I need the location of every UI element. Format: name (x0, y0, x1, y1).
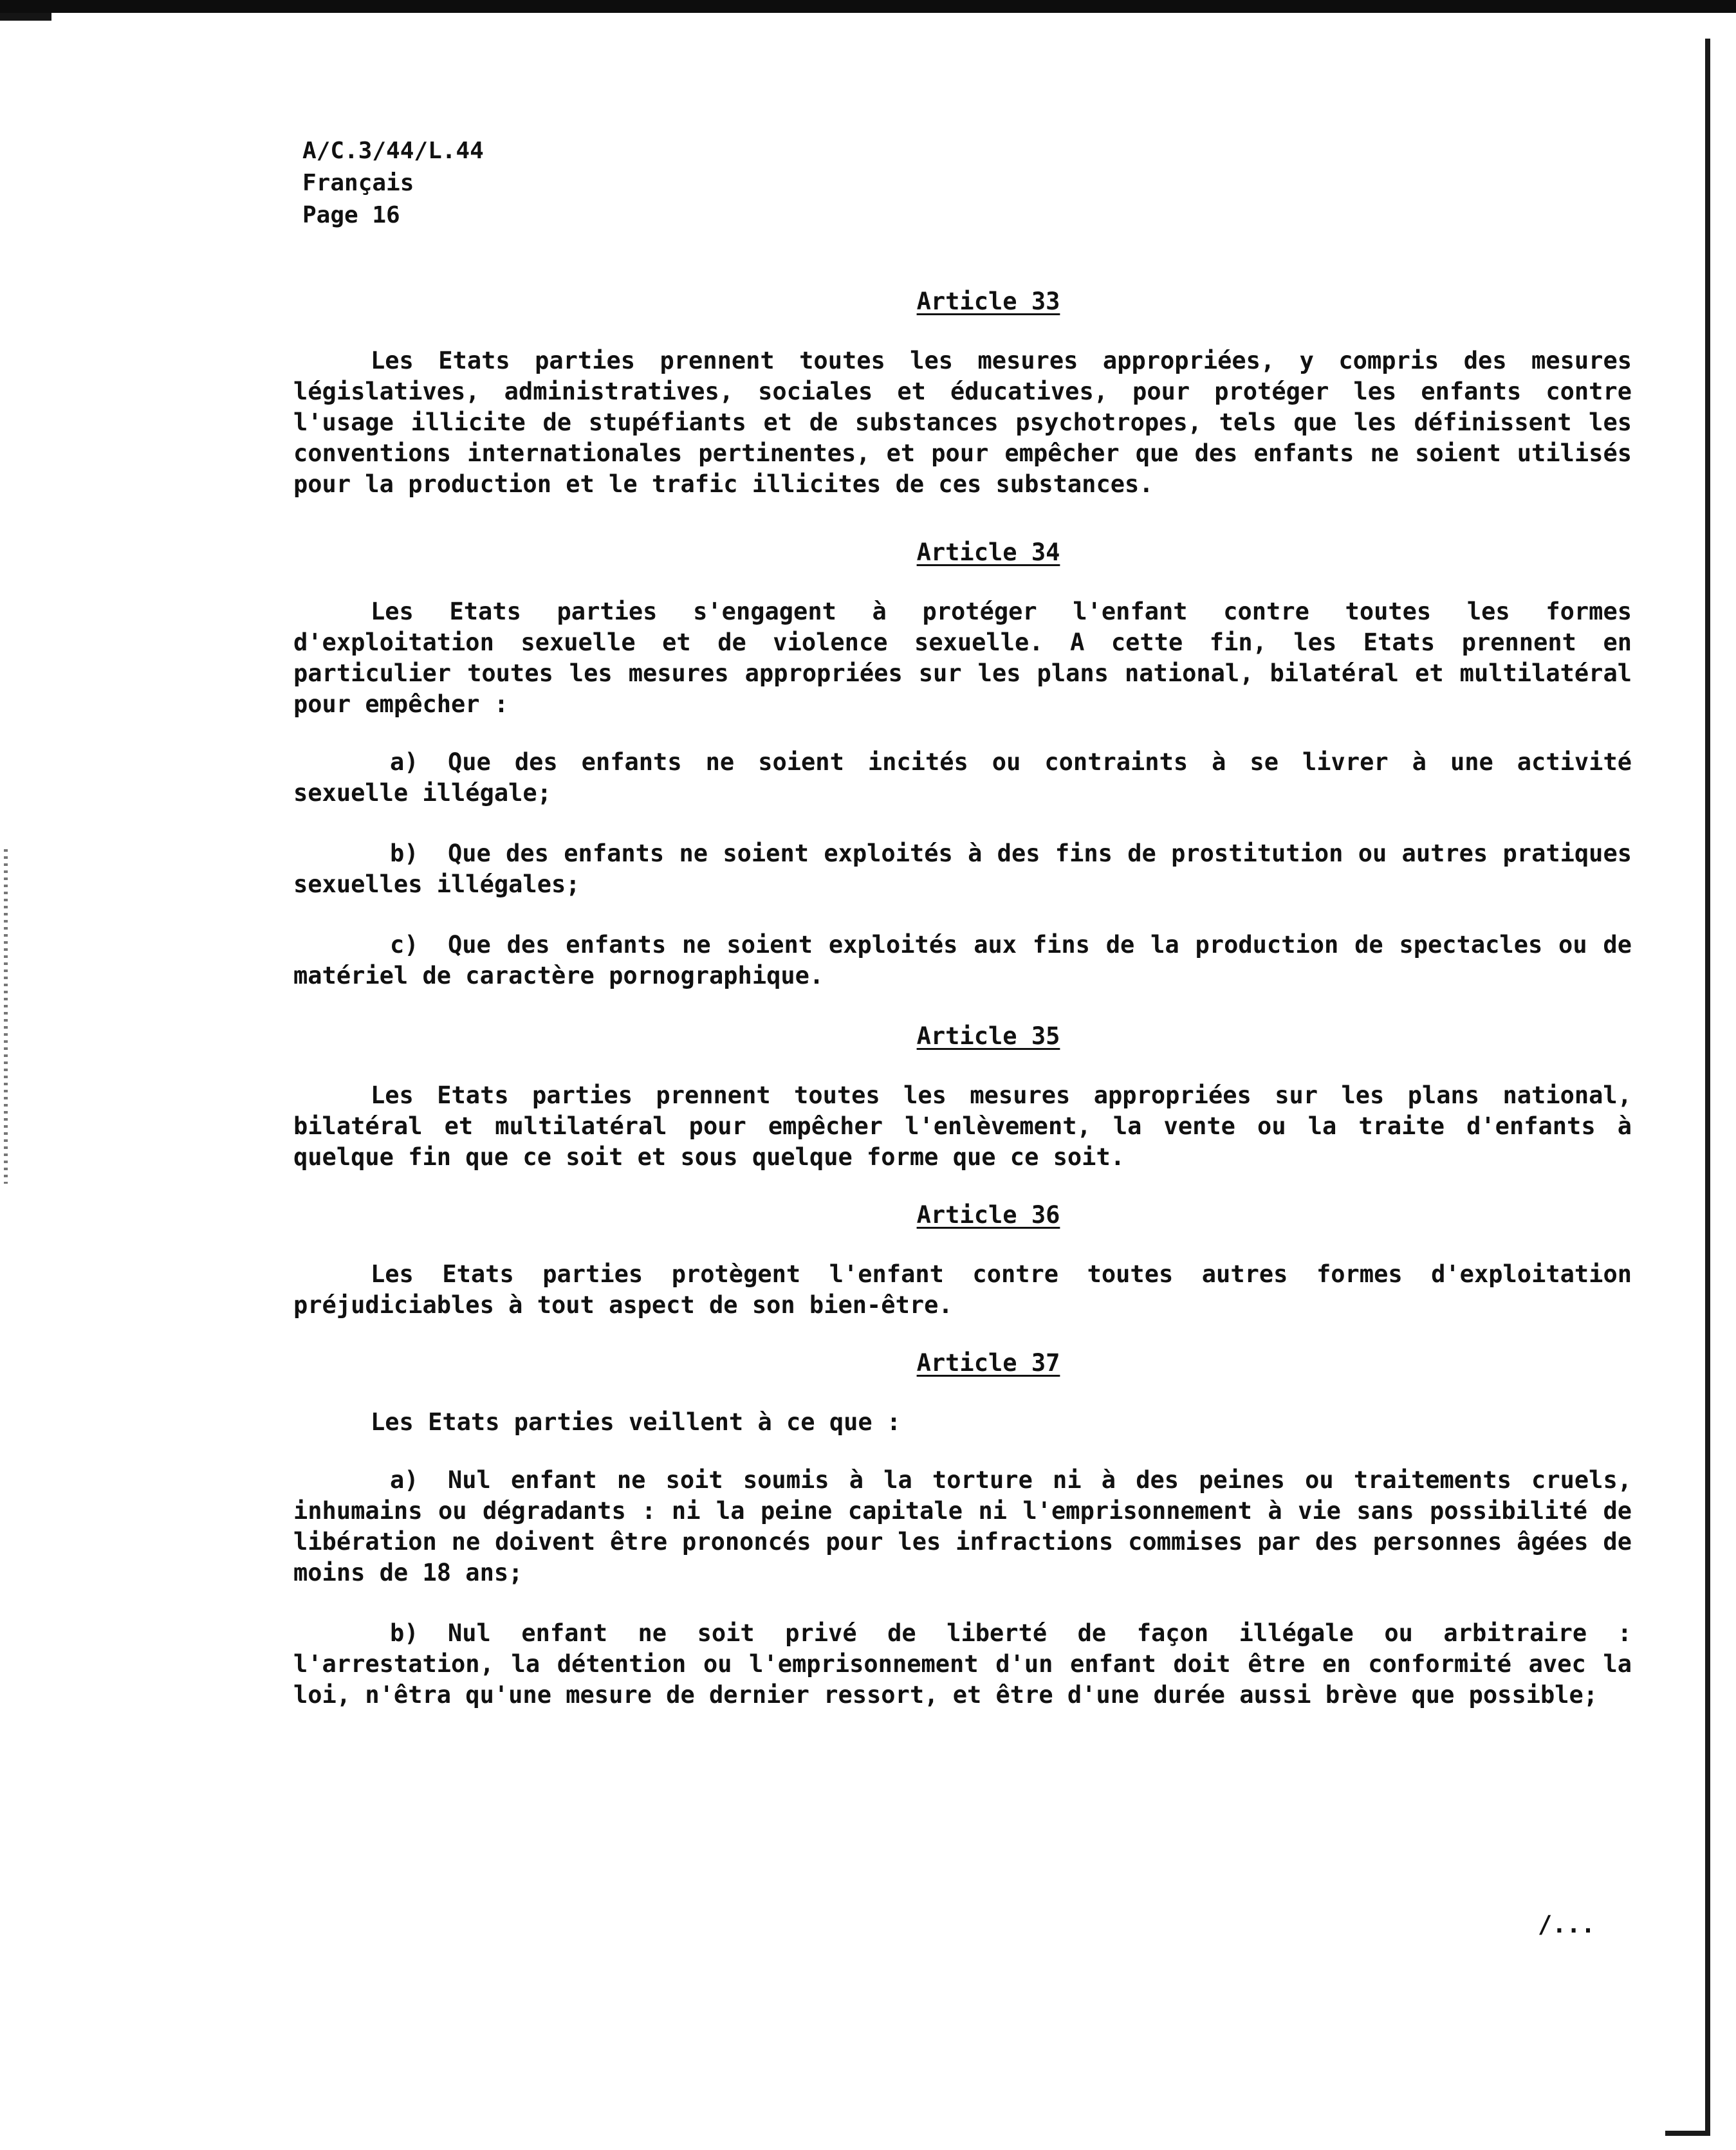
article-34 (293, 537, 1632, 991)
article-title: Article 33 (916, 288, 1060, 315)
list-item-label: b) (390, 840, 419, 867)
scan-right-border (1705, 39, 1710, 2136)
list-item-label: a) (390, 1466, 419, 1494)
scan-left-edge-marks (4, 849, 8, 1184)
article-35 (293, 1021, 1632, 1173)
article-37 (293, 1348, 1632, 1711)
page-number: Page 16 (302, 202, 400, 228)
article-paragraph: Les Etats parties protègent l'enfant contre toutes autres formes d'exploitation préjudiciables à tout aspect de son bien-être. (293, 1260, 1632, 1319)
list-item (293, 1618, 1632, 1711)
article-33 (293, 286, 1632, 500)
continuation-mark: /... (1538, 1911, 1596, 1938)
list-item (293, 1465, 1632, 1588)
scan-right-border-hook (1665, 2131, 1710, 2136)
document-language: Français (302, 170, 414, 196)
list-item-label: a) (390, 748, 419, 776)
document-body (293, 286, 1632, 1740)
document-header (302, 135, 484, 232)
document-symbol: A/C.3/44/L.44 (302, 138, 484, 164)
list-item (293, 747, 1632, 809)
article-title: Article 35 (916, 1022, 1060, 1050)
article-paragraph: Les Etats parties s'engagent à protéger l'enfant contre toutes les formes d'exploitation sexuelle et de violence sexuelle. A cette fin, les Etats prennent en particulier toutes les mesures appropriées sur les plans national, bilatéral et multilatéral pour empêcher : (293, 598, 1632, 718)
list-item-text: Nul enfant ne soit soumis à la torture ni à des peines ou traitements cruels, inhumains ou dégradants : ni la peine capitale ni l'emprisonnement à vie sans possibilité de libération ne doivent être prononcés pour les infractions commises par des personnes âgées de moins de 18 ans; (293, 1466, 1632, 1586)
list-item-text: Que des enfants ne soient incités ou contraints à se livrer à une activité sexuelle illégale; (293, 748, 1632, 807)
article-title: Article 34 (916, 538, 1060, 566)
article-paragraph: Les Etats parties prennent toutes les mesures appropriées, y compris des mesures législatives, administratives, sociales et éducatives, pour protéger les enfants contre l'usage illicite de stupéfiants et de substances psychotropes, tels que les définissent les conventions internationales pertinentes, et pour empêcher que des enfants ne soient utilisés pour la production et le trafic illicites de ces substances. (293, 347, 1632, 498)
list-item-text: Que des enfants ne soient exploités à des fins de prostitution ou autres pratiques sexuelles illégales; (293, 840, 1632, 898)
list-item-label: c) (390, 931, 419, 959)
list-item (293, 930, 1632, 991)
article-title: Article 36 (916, 1201, 1060, 1229)
article-title: Article 37 (916, 1349, 1060, 1377)
article-36 (293, 1200, 1632, 1321)
scan-top-left-mark (0, 13, 51, 39)
list-item (293, 838, 1632, 900)
list-item-text: Que des enfants ne soient exploités aux fins de la production de spectacles ou de matériel de caractère pornographique. (293, 931, 1632, 989)
scan-top-border (0, 0, 1736, 13)
list-item-text: Nul enfant ne soit privé de liberté de façon illégale ou arbitraire : l'arrestation, la détention ou l'emprisonnement d'un enfant doit être en conformité avec la loi, n'êtra qu'une mesure de dernier ressort, et être d'une durée aussi brève que possible; (293, 1619, 1632, 1709)
list-item-label: b) (390, 1619, 419, 1647)
article-paragraph: Les Etats parties veillent à ce que : (371, 1408, 901, 1436)
article-paragraph: Les Etats parties prennent toutes les mesures appropriées sur les plans national, bilatéral et multilatéral pour empêcher l'enlèvement, la vente ou la traite d'enfants à quelque fin que ce soit et sous quelque forme que ce soit. (293, 1081, 1632, 1171)
